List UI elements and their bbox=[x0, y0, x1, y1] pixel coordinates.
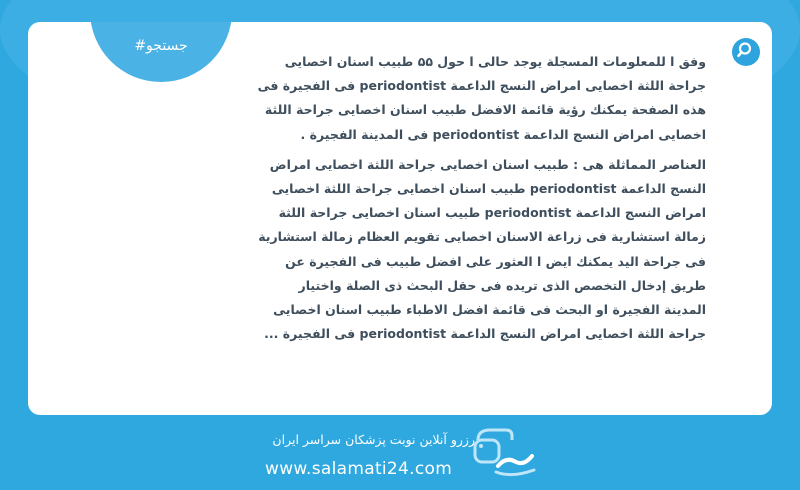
intro-paragraph: وفق ا للمعلومات المسجلة يوجد حالی ا حول ۵۵ طبيب اسنان اخصايی جراحة اللثة اخصايی امراض النسج الداعمة periodontist فی الفجيرة فی هذه الصفحة يمكنك رؤية قائمة الافضل طبيب اسنان اخصايی جراحة اللثة اخصايی امراض النسج الداعمة periodontist فی المدينة الفجيرة . bbox=[257, 54, 706, 142]
search-button[interactable] bbox=[732, 38, 760, 66]
content-card bbox=[28, 22, 772, 415]
footer-url-link[interactable]: www.salamati24.com bbox=[265, 459, 453, 479]
search-icon bbox=[737, 41, 755, 63]
result-description bbox=[256, 50, 706, 346]
salamati-logo[interactable] bbox=[472, 426, 538, 482]
hashtag-tab[interactable]: #جستجو bbox=[90, 22, 232, 82]
similar-items-paragraph: العناصر المماثلة هی : طبيب اسنان اخصايی جراحة اللثة اخصايی امراض النسج الداعمة periodontist طبيب اسنان اخصايی جراحة اللثة اخصايی امراض النسج الداعمة periodontist طبيب اسنان اخصايی جراحة اللثة زمالة استشارية فی زراعة الاسنان اخصايی تقويم العظام زمالة استشارية فی جراحة اليد يمكنك ايض ا العثور علی افضل طبيب فی الفجيرة عن طريق إدخال التخصص الذی تريده فی حقل البحث ذی الصلة واختيار المدينة الفجيرة او البحث فی قائمة افضل الاطباء طبيب اسنان اخصايی جراحة اللثة اخصايی امراض النسج الداعمة periodontist فی الفجيرة ... bbox=[258, 156, 706, 342]
footer-tagline: رزرو آنلاین نوبت پزشکان سراسر ایران bbox=[272, 432, 475, 447]
